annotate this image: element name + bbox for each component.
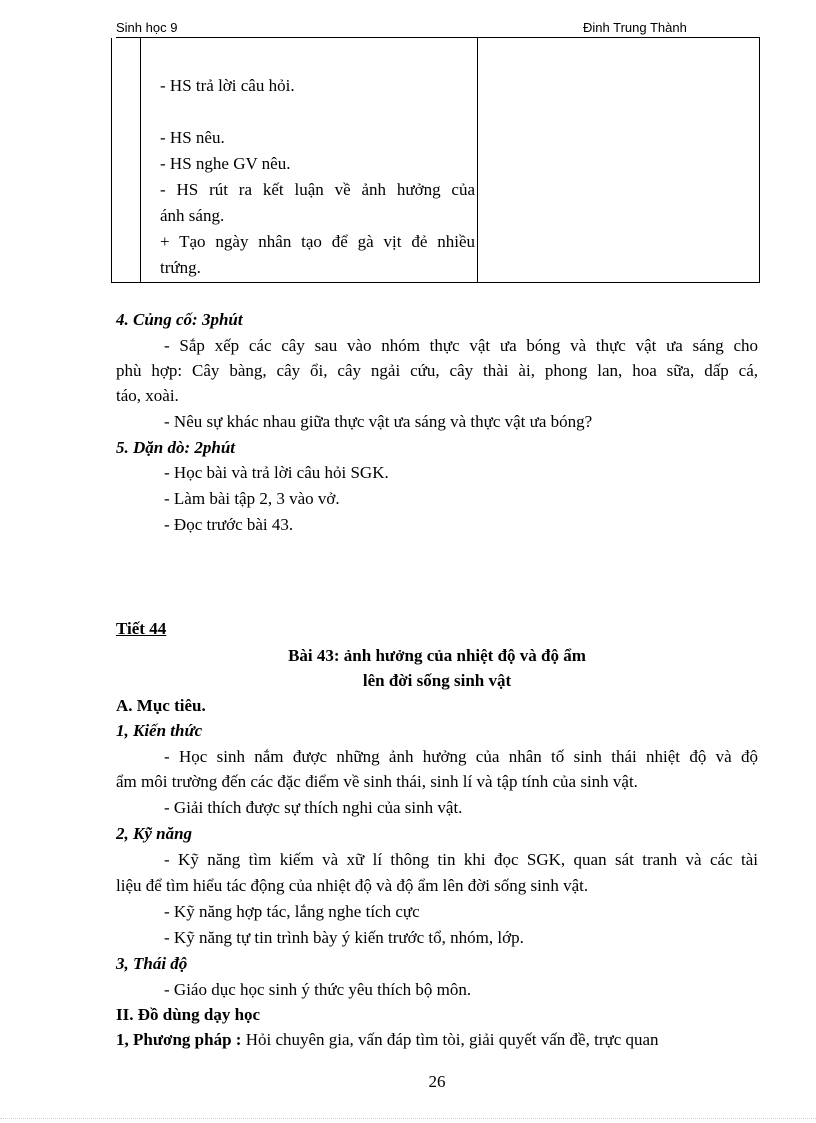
dan-do-item: - Đọc trước bài 43. — [164, 515, 294, 534]
dan-do-heading: 5. Dặn dò: 2phút — [116, 438, 236, 457]
body-text: - Giáo dục học sinh ý thức yêu thích bộ môn. — [164, 980, 472, 999]
section-heading: II. Đồ dùng dạy học — [116, 1005, 261, 1024]
dan-do-item: - Làm bài tập 2, 3 vào vở. — [164, 489, 340, 508]
page-number: 26 — [428, 1072, 446, 1091]
table-line: + Tạo ngày nhân tạo để gà vịt đẻ nhiều — [160, 232, 475, 251]
cung-co-text: - Sắp xếp các cây sau vào nhóm thực vật ưa bóng và thực vật ưa sáng cho — [164, 336, 758, 355]
body-text: - Học sinh nắm được những ảnh hưởng của nhân tố sinh thái nhiệt độ và độ — [164, 747, 758, 766]
table-line: - HS nghe GV nêu. — [160, 154, 291, 173]
activity-table — [111, 38, 760, 283]
section-heading: A. Mục tiêu. — [116, 696, 206, 715]
body-text: liệu để tìm hiểu tác động của nhiệt độ và độ ẩm lên đời sống sinh vật. — [116, 876, 589, 895]
table-column-divider — [140, 38, 141, 282]
table-line: - HS rút ra kết luận về ảnh hưởng của — [160, 180, 475, 199]
method-label: 1, Phương pháp : — [116, 1030, 242, 1049]
subsection-heading: 2, Kỹ năng — [116, 824, 193, 843]
body-text: - Giải thích được sự thích nghi của sinh vật. — [164, 798, 463, 817]
lesson-title: lên đời sống sinh vật — [362, 671, 512, 690]
body-text: - Kỹ năng tìm kiếm và xữ lí thông tin khi đọc SGK, quan sát tranh và các tài — [164, 850, 758, 869]
lesson-period: Tiết 44 — [116, 619, 167, 638]
lesson-title: Bài 43: ảnh hưởng của nhiệt độ và độ ẩm — [288, 646, 586, 665]
page-header — [116, 20, 760, 38]
table-column-divider — [477, 38, 478, 282]
body-text: ẩm môi trường đến các đặc điểm về sinh thái, sinh lí và tập tính của sinh vật. — [116, 772, 638, 791]
subsection-heading: 3, Thái độ — [116, 954, 188, 973]
page-bottom-border — [0, 1118, 816, 1119]
header-subject: Sinh học 9 — [116, 20, 178, 35]
method-line — [116, 1030, 659, 1050]
body-text: - Kỹ năng tự tin trình bày ý kiến trước tổ, nhóm, lớp. — [164, 928, 524, 947]
table-line: - HS trả lời câu hỏi. — [160, 76, 295, 95]
header-author: Đinh Trung Thành — [583, 20, 687, 35]
cung-co-text: táo, xoài. — [116, 386, 179, 405]
method-text: Hỏi chuyên gia, vấn đáp tìm tòi, giải quyết vấn đề, trực quan — [241, 1030, 659, 1049]
subsection-heading: 1, Kiến thức — [116, 721, 203, 740]
cung-co-heading: 4. Củng cố: 3phút — [116, 310, 243, 329]
body-text: - Kỹ năng hợp tác, lắng nghe tích cực — [164, 902, 420, 921]
dan-do-item: - Học bài và trả lời câu hỏi SGK. — [164, 463, 389, 482]
cung-co-text: phù hợp: Cây bàng, cây ổi, cây ngải cứu, cây thài ài, phong lan, hoa sữa, dấp cá, — [116, 361, 758, 380]
cung-co-question: - Nêu sự khác nhau giữa thực vật ưa sáng và thực vật ưa bóng? — [164, 412, 593, 431]
table-line: - HS nêu. — [160, 128, 225, 147]
table-line: ánh sáng. — [160, 206, 225, 225]
table-line: trứng. — [160, 258, 201, 277]
